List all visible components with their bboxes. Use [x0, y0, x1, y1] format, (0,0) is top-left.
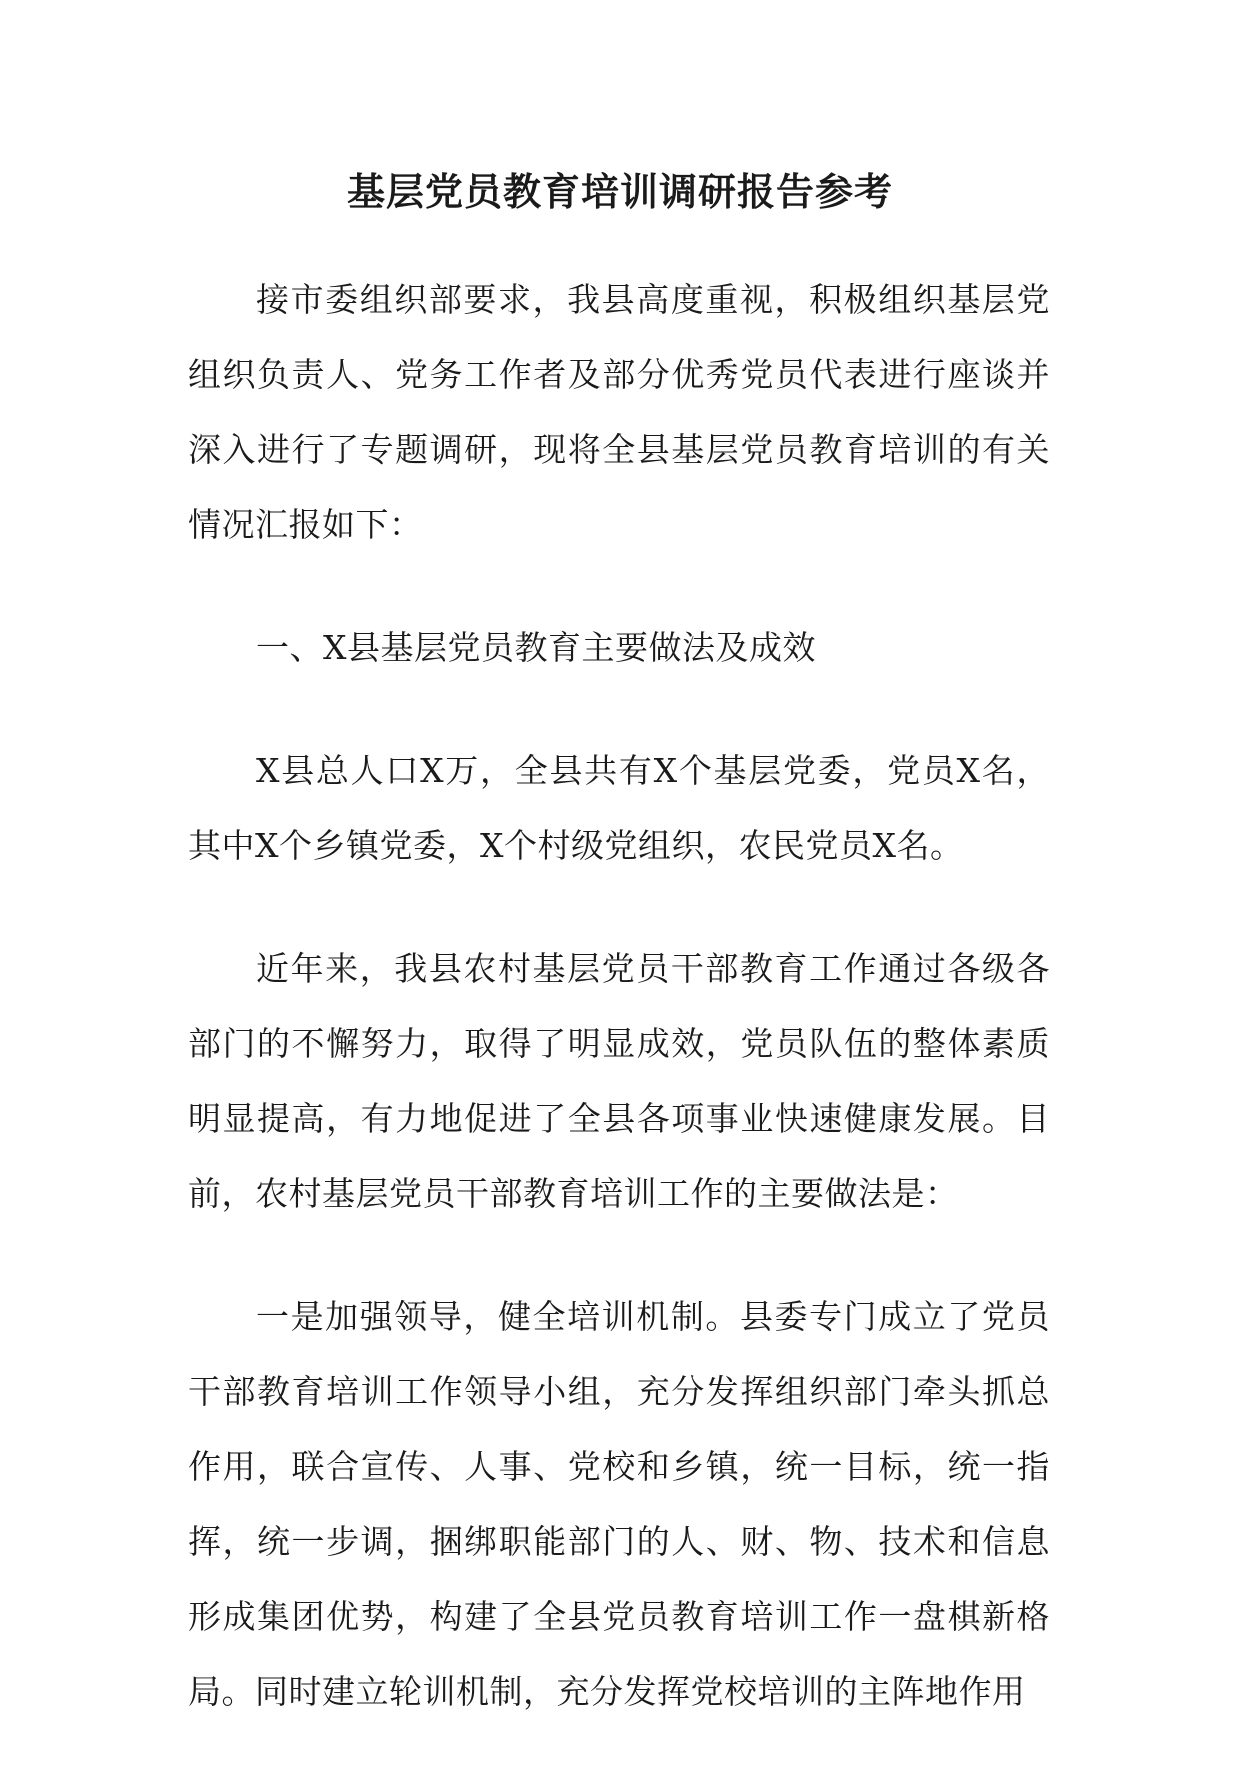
paragraph-population: X县总人口X万，全县共有X个基层党委，党员X名，其中X个乡镇党委，X个村级党组织，农民党员X名。: [188, 751, 1050, 865]
paragraph-leadership: 一是加强领导，健全培训机制。县委专门成立了党员干部教育培训工作领导小组，充分发挥组织部门牵头抓总作用，联合宣传、人事、党校和乡镇，统一目标，统一指挥，统一步调，捆绑职能部门的人、财、物、技术和信息形成集团优势，构建了全县党员教育培训工作一盘棋新格局。同时建立轮训机制，充分发挥党校培训的主阵地作用: [188, 1297, 1050, 1711]
section-heading-1: 一、X县基层党员教育主要做法及成效: [256, 628, 816, 667]
document-body: [188, 262, 1050, 1777]
document-title: 基层党员教育培训调研报告参考: [346, 169, 893, 214]
paragraph-intro: 接市委组织部要求，我县高度重视，积极组织基层党组织负责人、党务工作者及部分优秀党员代表进行座谈并深入进行了专题调研，现将全县基层党员教育培训的有关情况汇报如下：: [188, 280, 1050, 544]
paragraph-achievements: 近年来，我县农村基层党员干部教育工作通过各级各部门的不懈努力，取得了明显成效，党员队伍的整体素质明显提高，有力地促进了全县各项事业快速健康发展。目前，农村基层党员干部教育培训工作的主要做法是：: [188, 949, 1050, 1213]
